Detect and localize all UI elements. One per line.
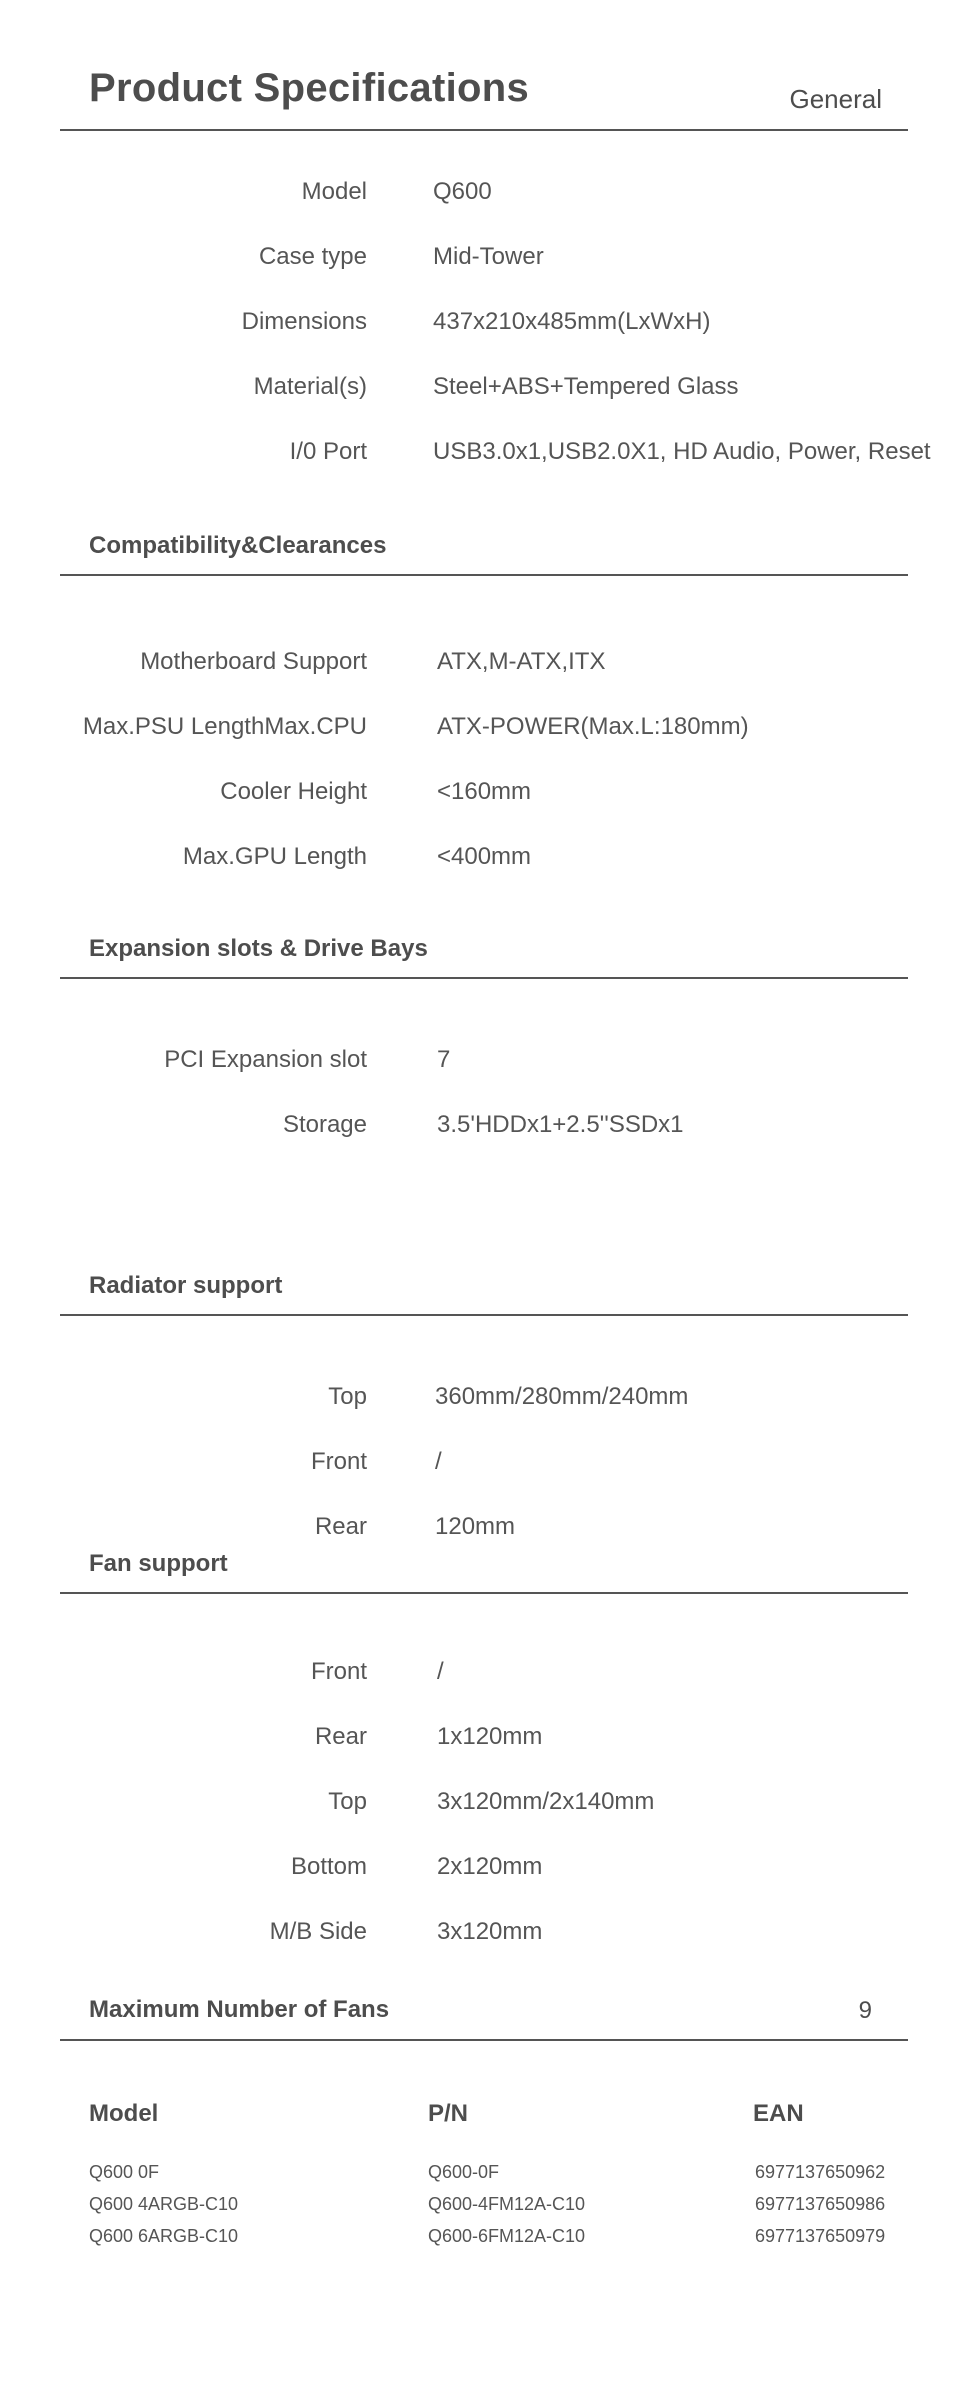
spec-value-fan-front: /: [437, 1658, 444, 1685]
spec-value-motherboard-support: ATX,M-ATX,ITX: [437, 648, 606, 675]
spec-value-gpu-length: <400mm: [437, 843, 532, 870]
spec-label-materials: Material(s): [253, 373, 367, 400]
table-cell-model: Q600 0F: [89, 2162, 160, 2182]
category-label: General: [789, 84, 882, 114]
spec-label-psu-length: Max.PSU LengthMax.CPU: [82, 713, 367, 740]
table-cell-pn: Q600-4FM12A-C10: [428, 2194, 586, 2214]
spec-label-radiator-rear: Rear: [314, 1513, 367, 1540]
spec-label-motherboard-support: Motherboard Support: [140, 648, 367, 675]
spec-value-psu-length: ATX-POWER(Max.L:180mm): [437, 713, 749, 740]
spec-value-model: Q600: [433, 178, 492, 205]
table-cell-ean: 6977137650986: [755, 2194, 886, 2214]
spec-label-storage: Storage: [282, 1111, 367, 1138]
table-header-ean: EAN: [753, 2100, 804, 2127]
spec-value-pci-expansion: 7: [437, 1046, 451, 1073]
fan-divider: [60, 1592, 908, 1594]
expansion-divider: [60, 977, 908, 979]
spec-value-cooler-height: <160mm: [437, 778, 532, 805]
spec-value-fan-rear: 1x120mm: [437, 1723, 543, 1750]
spec-value-dimensions: 437x210x485mm(LxWxH): [433, 308, 711, 335]
table-cell-model: Q600 4ARGB-C10: [89, 2194, 239, 2214]
spec-label-radiator-top: Top: [328, 1383, 367, 1410]
spec-label-fan-front: Front: [310, 1658, 367, 1685]
spec-value-case-type: Mid-Tower: [433, 243, 544, 270]
table-cell-pn: Q600-0F: [428, 2162, 500, 2182]
max-fans-value: 9: [858, 1997, 872, 2024]
spec-label-cooler-height: Cooler Height: [220, 778, 367, 805]
section-title-max-fans: Maximum Number of Fans: [89, 1996, 390, 2023]
spec-value-materials: Steel+ABS+Tempered Glass: [433, 373, 739, 400]
table-cell-model: Q600 6ARGB-C10: [89, 2226, 239, 2246]
section-title-fan: Fan support: [89, 1550, 228, 1577]
table-header-model: Model: [89, 2100, 159, 2127]
spec-label-fan-rear: Rear: [314, 1723, 367, 1750]
spec-label-fan-mb-side: M/B Side: [269, 1918, 367, 1945]
spec-value-fan-top: 3x120mm/2x140mm: [437, 1788, 655, 1815]
max-fans-divider: [60, 2039, 908, 2041]
spec-label-fan-top: Top: [328, 1788, 367, 1815]
spec-value-fan-mb-side: 3x120mm: [437, 1918, 543, 1945]
section-title-radiator: Radiator support: [89, 1272, 283, 1299]
table-cell-ean: 6977137650979: [755, 2226, 886, 2246]
spec-label-io-port: I/0 Port: [289, 438, 367, 465]
compatibility-divider: [60, 574, 908, 576]
spec-value-radiator-top: 360mm/280mm/240mm: [435, 1383, 689, 1410]
radiator-divider: [60, 1314, 908, 1316]
spec-value-radiator-rear: 120mm: [435, 1513, 516, 1540]
table-cell-ean: 6977137650962: [755, 2162, 886, 2182]
spec-label-model: Model: [301, 178, 367, 205]
page-title: Product Specifications: [89, 66, 530, 110]
spec-value-fan-bottom: 2x120mm: [437, 1853, 543, 1880]
spec-label-dimensions: Dimensions: [241, 308, 367, 335]
section-title-compatibility: Compatibility&Clearances: [89, 532, 387, 559]
spec-label-pci-expansion: PCI Expansion slot: [164, 1046, 367, 1073]
spec-label-radiator-front: Front: [310, 1448, 367, 1475]
spec-value-radiator-front: /: [435, 1448, 442, 1475]
spec-label-fan-bottom: Bottom: [290, 1853, 367, 1880]
table-cell-pn: Q600-6FM12A-C10: [428, 2226, 586, 2246]
section-title-expansion: Expansion slots & Drive Bays: [89, 935, 428, 962]
spec-value-storage: 3.5'HDDx1+2.5''SSDx1: [437, 1111, 684, 1138]
spec-label-gpu-length: Max.GPU Length: [182, 843, 367, 870]
spec-value-io-port: USB3.0x1,USB2.0X1, HD Audio, Power, Reset: [433, 438, 931, 465]
table-header-pn: P/N: [428, 2100, 469, 2127]
header-divider: [60, 129, 908, 131]
spec-label-case-type: Case type: [258, 243, 367, 270]
